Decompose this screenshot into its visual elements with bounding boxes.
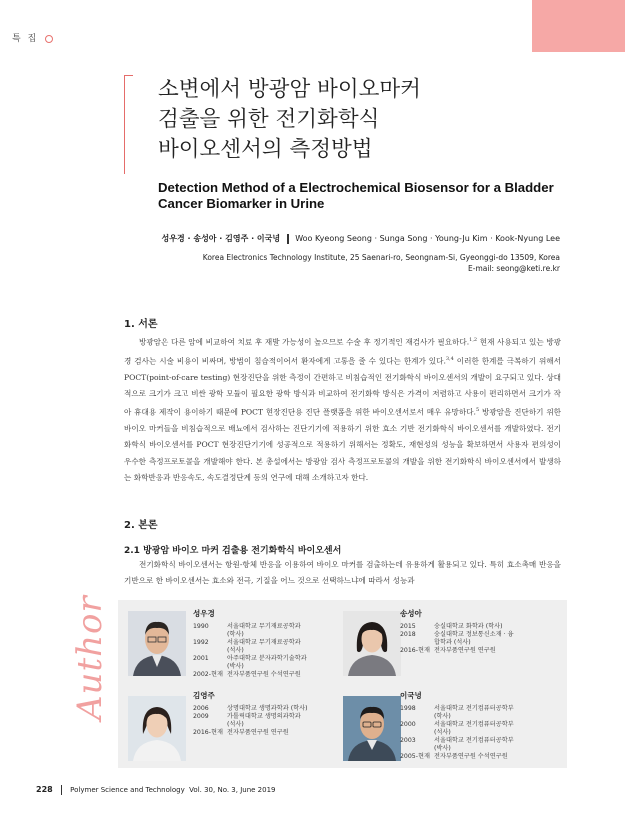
divider — [287, 234, 289, 244]
author-bio-seong — [193, 608, 311, 679]
cv-entry — [400, 623, 518, 631]
affiliation-address: Korea Electronics Technology Institute, 25 Saenari-ro, Seongnam-Si, Gyeonggi-do 13509, Korea — [202, 253, 560, 262]
authors-korean: 성우경 · 송성아 · 김영주 · 이국녕 — [161, 234, 281, 243]
author-bio-song — [400, 608, 518, 655]
cv-text: 전자부품연구원 수석연구원 — [227, 671, 301, 678]
cv-text: 숭실대학교 화학과 (학사) — [434, 623, 503, 630]
author-name: 이국녕 — [400, 691, 422, 700]
cv-text: 가톨릭대학교 생명의과학과 (석사) — [227, 713, 301, 728]
citation-1: 1,2 — [469, 337, 478, 343]
subsection-paragraph: 전기화학식 바이오센서는 항원-항체 반응을 이용하여 바이오 마커를 검출하는데 유용하게 활용되고 있다. 특히 효소촉매 반응을 기반으로 한 바이오센서는 효소와 전극, 기질을 어느 것으로 선택하느냐에 따라서 성능과 — [124, 560, 561, 586]
intro-text-1: 방광암은 다른 암에 비교하여 치료 후 재발 가능성이 높으므로 수술 후 정기적인 재검사가 필요하다. — [139, 337, 470, 347]
section-tag-label: 특 집 — [12, 34, 39, 44]
cv-entry — [400, 753, 518, 761]
cv-text: 서울대학교 전기컴퓨터공학부 (박사) — [434, 737, 514, 752]
title-ko-line-3: 바이오센서의 측정방법 — [158, 137, 373, 162]
cv-year: 2016-현재 — [193, 729, 223, 736]
authors-english: Woo Kyeong Seong · Sunga Song · Young-Ju Kim · Kook-Nyung Lee — [295, 234, 560, 243]
subsection-heading: 2.1 방광암 바이오 마커 검출용 전기화학식 바이오센서 — [124, 546, 342, 556]
title-ko-line-2: 검출을 위한 전기화학식 — [158, 107, 380, 132]
cv-entry — [193, 705, 311, 713]
cv-year: 2015 — [400, 623, 416, 630]
author-photo-song — [343, 611, 401, 676]
author-label: Author — [70, 595, 110, 720]
affiliation — [160, 252, 560, 274]
citation-3: 5 — [475, 407, 480, 414]
cv-entry — [193, 671, 311, 679]
title-en-line-2: Cancer Biomarker in Urine — [158, 196, 325, 211]
cv-text: 서울대학교 무기재료공학과 (학사) — [227, 623, 301, 638]
cv-text: 전자부품연구원 연구원 — [434, 647, 496, 654]
cv-year: 2018 — [400, 631, 416, 638]
cv-entry — [193, 623, 311, 639]
cv-text: 전자부품연구원 연구원 — [227, 729, 289, 736]
citation-2: 3,4 — [445, 355, 454, 362]
cv-year: 2001 — [193, 655, 209, 662]
author-photo-lee — [343, 696, 401, 761]
cv-year: 2002-현재 — [193, 671, 223, 678]
journal-name: Polymer Science and Technology — [70, 786, 185, 794]
author-name: 송성아 — [400, 609, 422, 618]
cv-year: 2009 — [193, 713, 209, 720]
title-ko-line-1: 소변에서 방광암 바이오마커 — [158, 77, 421, 102]
cv-year: 1992 — [193, 639, 209, 646]
affiliation-email: E-mail: seong@keti.re.kr — [468, 264, 560, 273]
author-line — [160, 233, 560, 244]
cv-year: 2005-현재 — [400, 753, 430, 760]
title-korean — [158, 75, 421, 165]
cv-entry — [400, 631, 518, 647]
cv-text: 서울대학교 무기재료공학과 (석사) — [227, 639, 301, 654]
cv-entry — [193, 713, 311, 729]
author-photo-kim — [128, 696, 186, 761]
cv-text: 서울대학교 전기컴퓨터공학부 (석사) — [434, 721, 514, 736]
body-heading: 2. 본론 — [124, 520, 158, 531]
cv-entry — [193, 729, 311, 737]
author-bio-lee — [400, 690, 518, 761]
cv-entry — [400, 647, 518, 655]
intro-text-2: 현재 사용되고 있는 방광경 검사는 시술 비용이 비싸며, 방법이 침습적이어서 환자에게 고통을 줄 수 있다는 한계가 있다. — [124, 337, 562, 366]
cv-text: 상명대학교 생명과학과 (학사) — [227, 705, 308, 712]
cv-year: 2000 — [400, 721, 416, 728]
cv-year: 2003 — [400, 737, 416, 744]
cv-text: 서울대학교 전기컴퓨터공학부 (학사) — [434, 705, 514, 720]
journal-issue: Vol. 30, No. 3, June 2019 — [189, 786, 276, 794]
cv-entry — [400, 737, 518, 753]
circle-icon — [45, 35, 53, 43]
cv-text: 숭실대학교 정보통신소재 · 융합학과 (석사) — [434, 631, 514, 646]
cv-year: 1990 — [193, 623, 209, 630]
intro-paragraph — [124, 332, 561, 486]
intro-text-3: 이러한 한계를 극복하기 위해서 POCT(point-of-care testing) 현장진단을 위한 측정이 간편하고 비침습적인 전기화학식 바이오센서의 개발이 요구되고 있다. 상대적으로 크기가 크고 비싼 광학 모듈이 필요한 광학 방식과 비교하여 전기화학 방식은 가격이 저렴하고 사용이 편리하면서 크기가 작아 휴대용 제작이 용이하기 때문에 POCT 현장진단용 진단 플랫폼을 위한 바이오센서로서 매우 유망하다. — [124, 356, 561, 417]
cv-year: 2016-현재 — [400, 647, 430, 654]
cv-entry — [193, 639, 311, 655]
cv-entry — [193, 655, 311, 671]
corner-decoration — [532, 0, 625, 52]
intro-text-4: 방광암을 진단하기 위한 바이오 마커들을 비침습적으로 배뇨에서 검사하는 진단기기에 적용하기 위한 효소 기반 전기화학식 바이오센서를 개발하였다. 전기화학식 바이오센서를 POCT 현장진단기기에 성공적으로 적용하기 위해서는 정확도, 재현성의 성능을 확보하면서 사용자 편의성이 우수한 측정프로토콜을 개발해야 한다. 본 총설에서는 방광암 검사 측정프로토콜의 개발을 위한 전기화학식 바이오센서에서 발생하는 화학반응과 반응속도, 속도결정단계 등의 연구에 대해 소개하고자 한다. — [124, 407, 561, 482]
author-bio-kim — [193, 690, 311, 737]
cv-year: 2006 — [193, 705, 209, 712]
title-en-line-1: Detection Method of a Electrochemical Biosensor for a Bladder — [158, 180, 554, 195]
cv-text: 아주대학교 분자과학기술학과 (박사) — [227, 655, 307, 670]
divider — [61, 785, 62, 795]
author-bio-panel — [118, 600, 567, 768]
section-tag — [12, 31, 53, 44]
cv-entry — [400, 705, 518, 721]
cv-text: 전자부품연구원 수석연구원 — [434, 753, 508, 760]
cv-year: 1998 — [400, 705, 416, 712]
intro-heading: 1. 서론 — [124, 319, 158, 330]
cv-entry — [400, 721, 518, 737]
page-number: 228 — [36, 785, 53, 794]
title-bracket — [124, 75, 133, 174]
author-name: 김영주 — [193, 691, 215, 700]
author-photo-seong — [128, 611, 186, 676]
page-footer — [36, 785, 276, 795]
author-name: 성우경 — [193, 609, 215, 618]
title-english — [158, 180, 554, 212]
